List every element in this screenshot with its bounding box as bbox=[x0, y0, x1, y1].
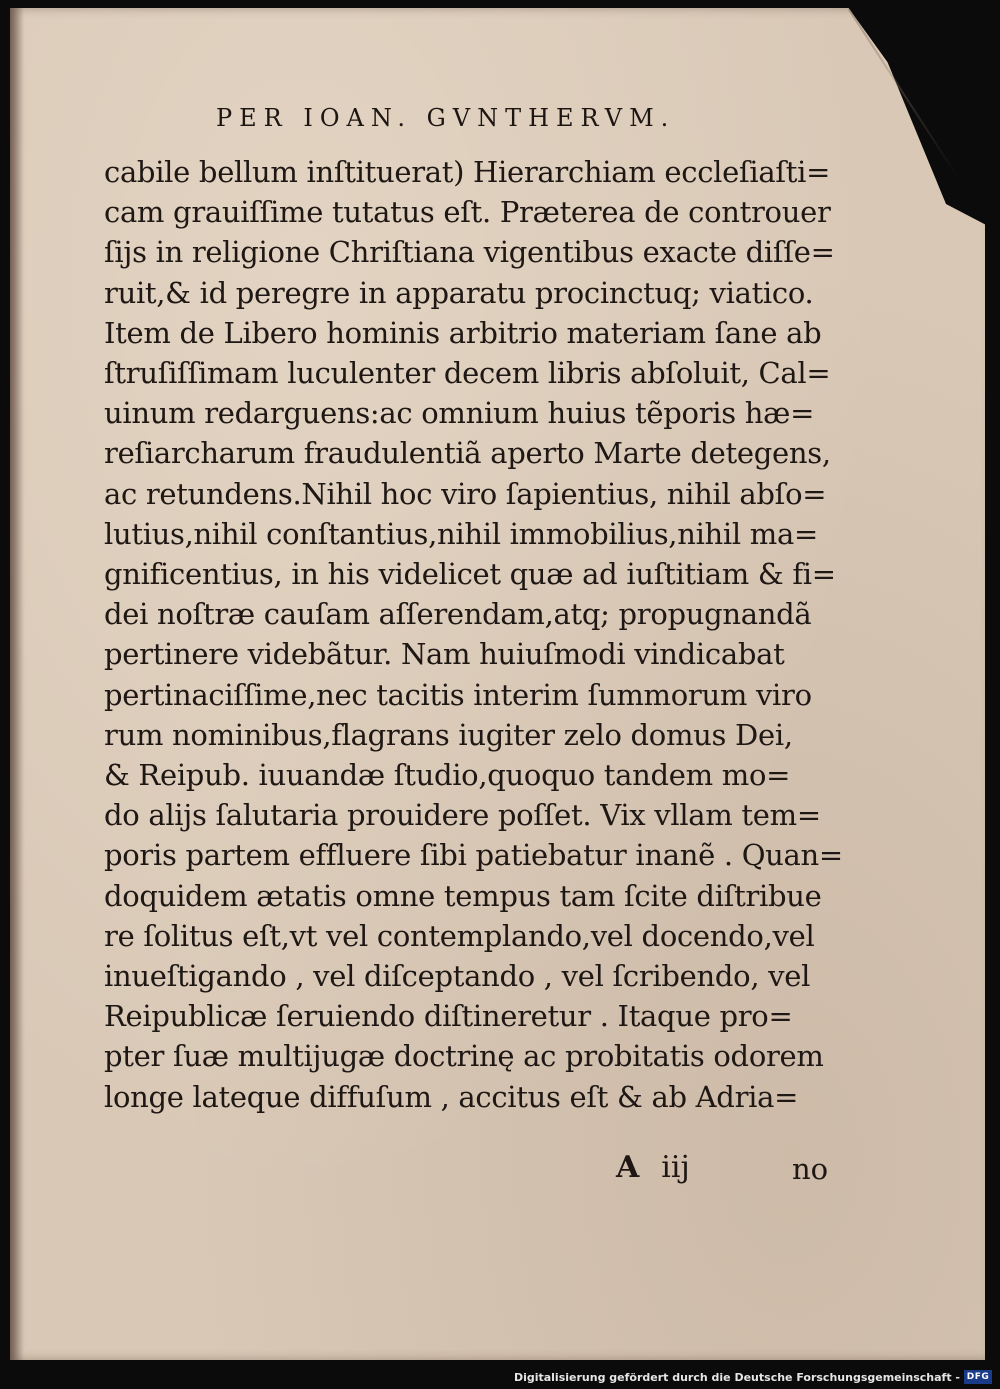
text-line: Reipublicæ ſeruiendo diſtineretur . Itaque pro= bbox=[104, 999, 793, 1034]
text-line: reſiarcharum fraudulentiã aperto Marte detegens, bbox=[104, 436, 831, 471]
text-line: longe lateque diffuſum , accitus eſt & ab Adria= bbox=[104, 1079, 799, 1114]
text-line: uinum redarguens:ac omnium huius tẽporis hæ= bbox=[104, 396, 815, 431]
text-line: cabile bellum inſtituerat) Hierarchiam eccleſiaſti= bbox=[104, 155, 831, 189]
binding-shadow bbox=[10, 8, 24, 1360]
text-line: gnificentius, in his videlicet quæ ad iuſtitiam & fi= bbox=[104, 557, 836, 592]
catchword: no bbox=[792, 1152, 829, 1186]
text-line: dei noſtræ cauſam aſſerendam,atq; propugnandã bbox=[104, 597, 812, 632]
text-line: ruit,& id peregre in apparatu procinctuq; viatico. bbox=[104, 275, 814, 310]
text-line: pertinere videbãtur. Nam huiuſmodi vindicabat bbox=[104, 637, 785, 672]
text-line: rum nominibus,flagrans iugiter zelo domus Dei, bbox=[104, 717, 793, 752]
text-line: inueſtigando , vel diſceptando , vel ſcribendo, vel bbox=[104, 959, 811, 994]
dfg-logo: DFG bbox=[964, 1370, 992, 1384]
text-line: ſijs in religione Chriſtiana vigentibus exacte diſſe= bbox=[104, 235, 835, 270]
text-line: ac retundens.Nihil hoc viro ſapientius, nihil abſo= bbox=[104, 476, 827, 511]
text-line: lutius,nihil conſtantius,nihil immobilius,nihil ma= bbox=[104, 516, 818, 551]
digitization-credit: Digitalisierung gefördert durch die Deutsche Forschungsgemeinschaft - bbox=[513, 1371, 960, 1384]
text-line: pter ſuæ multijugæ doctrinę ac probitatis odorem bbox=[104, 1039, 824, 1074]
text-line: doquidem ætatis omne tempus tam ſcite diſtribue bbox=[104, 878, 822, 913]
signature-letter: A bbox=[616, 1150, 640, 1185]
text-line: poris partem effluere ſibi patiebatur inanẽ . Quan= bbox=[104, 838, 843, 873]
text-line: do alijs ſalutaria prouidere poſſet. Vix vllam tem= bbox=[104, 798, 821, 833]
signature-mark bbox=[616, 1150, 690, 1185]
body-text bbox=[104, 152, 844, 1117]
text-line: ſtruſiſſimam luculenter decem libris abſoluit, Cal= bbox=[104, 356, 831, 391]
text-line: Item de Libero hominis arbitrio materiam ſane ab bbox=[104, 315, 822, 350]
text-line: cam grauiſſime tutatus eſt. Præterea de controuer bbox=[104, 195, 831, 230]
text-line: & Reipub. iuuandæ ſtudio,quoquo tandem mo= bbox=[104, 758, 791, 793]
running-head: PER IOAN. GVNTHERVM. bbox=[216, 104, 676, 132]
text-line: pertinaciſſime,nec tacitis interim ſummorum viro bbox=[104, 677, 812, 712]
text-line: re ſolitus eſt,vt vel contemplando,vel docendo,vel bbox=[104, 918, 815, 953]
signature-number: iij bbox=[661, 1150, 690, 1185]
